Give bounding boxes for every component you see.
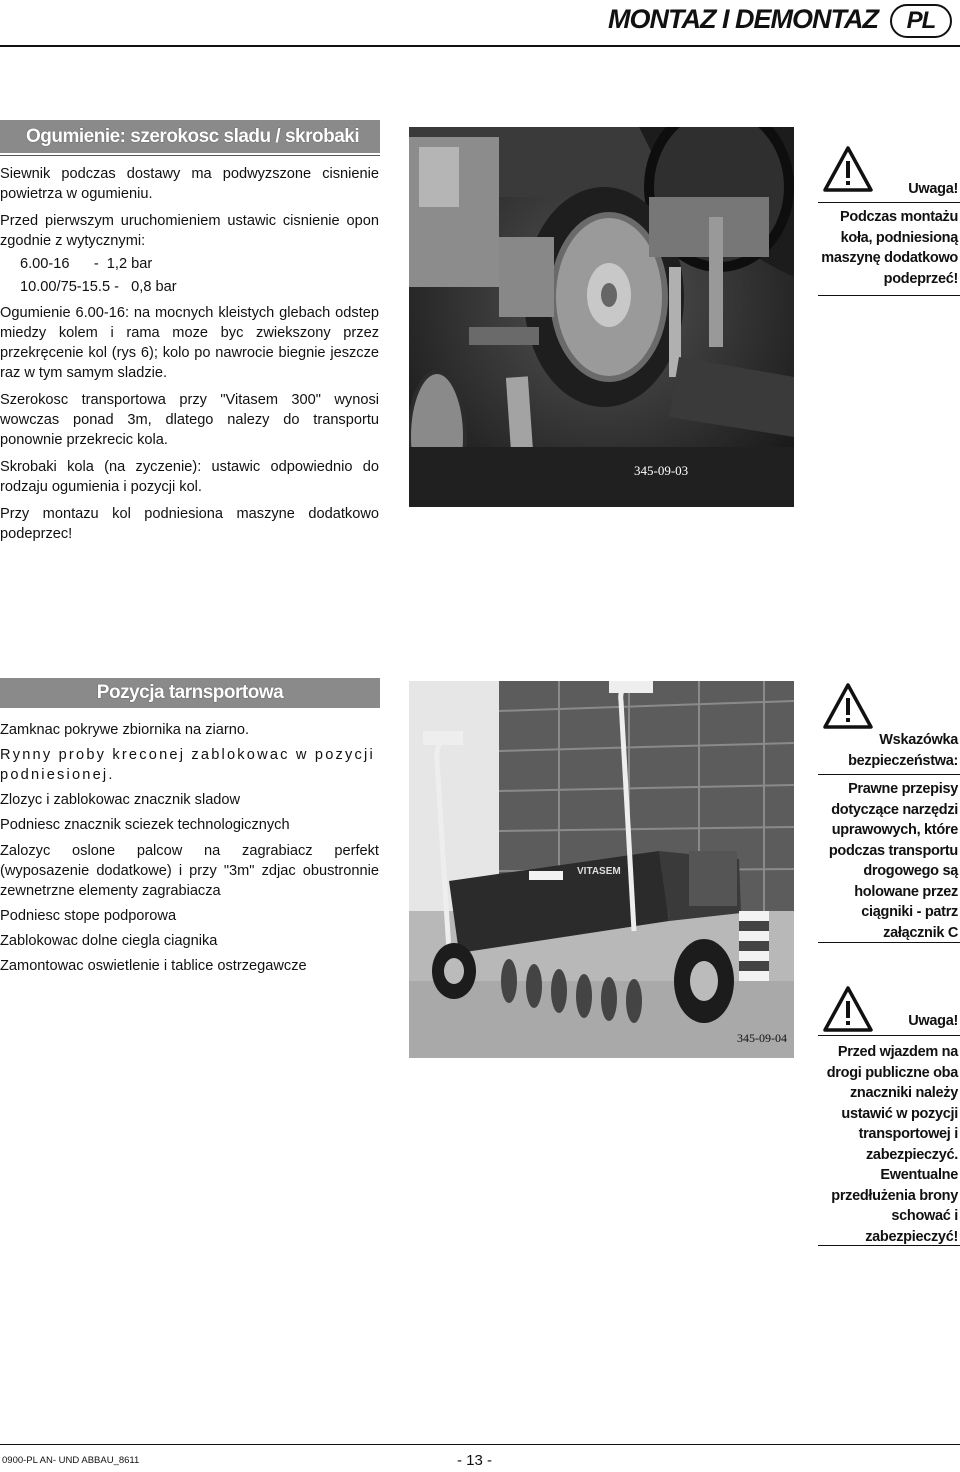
footer-divider (0, 1444, 960, 1445)
section2-item-6: Podniesc stope podporowa (0, 908, 177, 924)
section2-item-5: Zalozyc oslone palcow na zagrabiacz perfekt (wyposazenie dodatkowe) i przy "3m" zdjac obustronnie zewnetrzne elementy zagrabiacza (0, 843, 379, 899)
wheel-photo (409, 127, 794, 507)
warning-text: Podczas montażu koła, podniesioną maszynę dodatkowo podeprzeć! (821, 209, 958, 287)
section1-heading-rule (0, 155, 380, 156)
language-badge: PL (890, 4, 952, 38)
warning-text: Prawne przepisy dotyczące narzędzi uprawowych, które podczas transportu drogowego są holowane przez ciągniki - patrz załącznik C (828, 781, 958, 941)
section2-item-4: Podniesc znacznik sciezek technologicznych (0, 817, 290, 833)
section2-item-1: Zamknac pokrywe zbiornika na ziarno. (0, 722, 250, 738)
page-number: - 13 - (457, 1452, 493, 1469)
section2-heading (0, 678, 380, 708)
section1-p6: Przy montazu kol podniesiona maszyne dodatkowo podeprzec! (0, 506, 379, 542)
section2-item-2: Rynny proby kreconej zablokowac w pozycji podniesionej. (0, 747, 375, 783)
warning-triangle-icon (822, 682, 874, 730)
section2-item-3: Zlozyc i zablokowac znacznik sladow (0, 792, 241, 808)
tire-spec-2: 10.00/75-15.5 - 0,8 bar (20, 279, 177, 295)
footer-doc-code: 0900-PL AN- UND ABBAU_8611 (2, 1455, 140, 1466)
section2-item-8: Zamontowac oswietlenie i tablice ostrzegawcze (0, 958, 307, 974)
section1-p2: Przed pierwszym uruchomieniem ustawic cisnienie opon zgodnie z wytycznymi: (0, 213, 379, 249)
section1-p1: Siewnik podczas dostawy ma podwyzszone cisnienie powietrza w ogumieniu. (0, 166, 379, 202)
section1-p4: Szerokosc transportowa przy "Vitasem 300" wynosi wowczas ponad 3m, dlatego nalezy do transportu ponownie przekrecic kola. (0, 392, 379, 448)
figure-label-1: 345-09-03 (634, 463, 689, 478)
warning-bottom-rule (818, 1245, 960, 1246)
section2-text (0, 720, 379, 981)
section2-item-7: Zablokowac dolne ciegla ciagnika (0, 933, 218, 949)
warning-triangle-icon (822, 985, 874, 1033)
warning-text: Przed wjazdem na drogi publiczne oba znaczniki należy ustawić w pozycji transportowej i zabezpieczyć. Ewentualne przedłużenia brony schować i zabezpieczyć! (826, 1044, 958, 1245)
page-header-title: MONTAZ I DEMONTAZ (608, 4, 878, 34)
warning-box-road (818, 985, 960, 1245)
warning-title-rule (818, 1035, 960, 1036)
warning-title: Wskazówka bezpieczeństwa: (848, 732, 958, 769)
warning-triangle-icon (822, 145, 874, 193)
warning-title: Uwaga! (908, 1013, 958, 1029)
section1-p3: Ogumienie 6.00-16: na mocnych kleistych glebach odstep miedzy kolem i rama moze byc zwiekszony przez przekręcenie kol (rys 6); kolo po nawrocie biegnie jeszcze raz w tym samym sladzie. (0, 305, 379, 381)
section1-heading-text: Ogumienie: szerokosc sladu / skrobaki (26, 125, 360, 147)
tire-spec-1: 6.00-16 - 1,2 bar (20, 256, 153, 272)
header-divider (0, 45, 960, 47)
warning-title-rule (818, 202, 960, 203)
section1-p5: Skrobaki kola (na zyczenie): ustawic odpowiednio do rodzaju ogumienia i pozycji kol. (0, 459, 379, 495)
warning-bottom-rule (818, 295, 960, 296)
warning-title: Uwaga! (908, 181, 958, 197)
section1-text (0, 164, 379, 551)
warning-box-safety (818, 682, 960, 942)
section1-heading (0, 120, 380, 153)
warning-title-rule (818, 774, 960, 775)
warning-box-wheel (818, 145, 960, 295)
warning-bottom-rule (818, 942, 960, 943)
machine-brand-text: VITASEM (577, 866, 621, 877)
seeder-transport-photo (409, 681, 794, 1058)
section2-heading-text: Pozycja tarnsportowa (96, 682, 284, 703)
figure-label-2: 345-09-04 (737, 1031, 787, 1045)
